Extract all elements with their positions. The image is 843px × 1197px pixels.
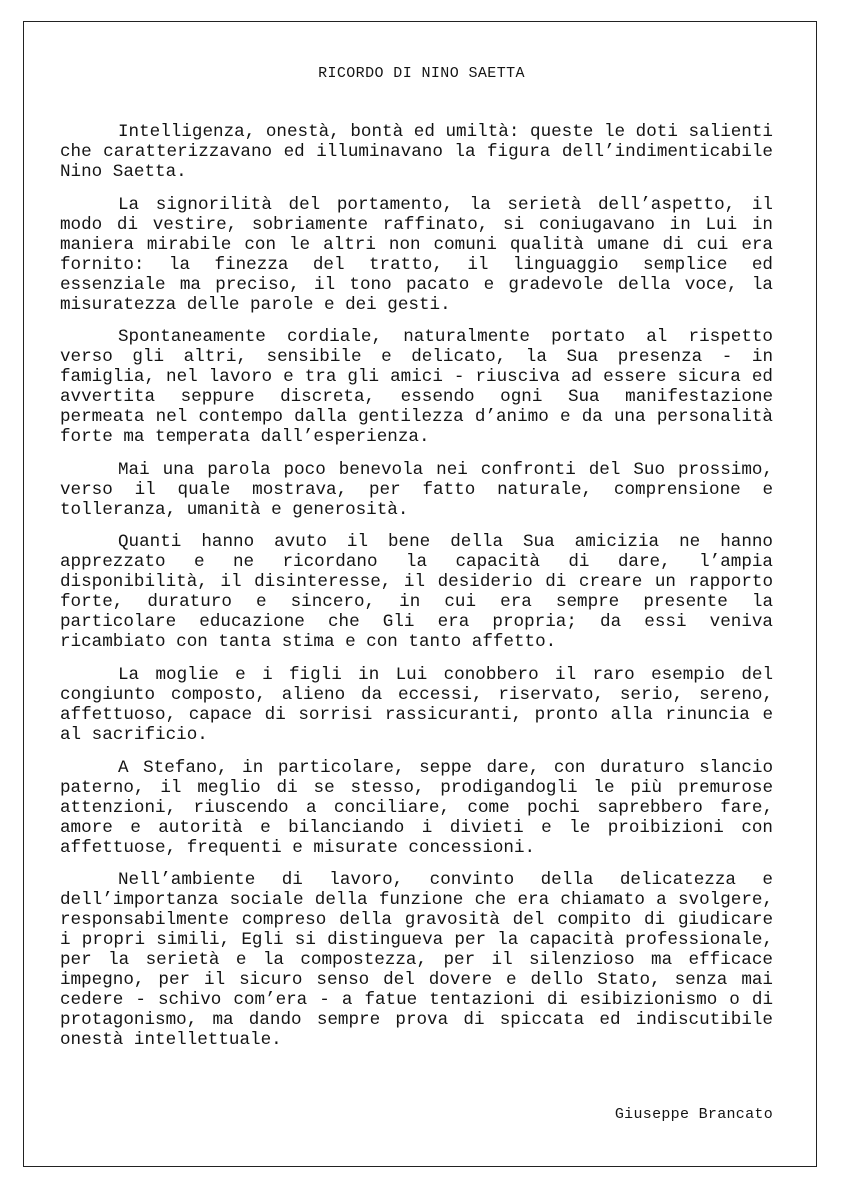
- paragraph: La moglie e i figli in Lui conobbero il raro esempio del congiunto composto, alieno da eccessi, riservato, serio, sereno, affettuoso, capace di sorrisi rassicuranti, pronto alla rinuncia e al sacrificio.: [60, 664, 773, 745]
- paragraph: La signorilità del portamento, la serietà dell’aspetto, il modo di vestire, sobriamente raffinato, si coniugavano in Lui in maniera mirabile con le altri non comuni qualità umane di cui era fornito: la finezza del tratto, il linguaggio semplice ed essenziale ma preciso, il tono pacato e gradevole della voce, la misuratezza delle parole e dei gesti.: [60, 194, 773, 315]
- signature: Giuseppe Brancato: [614, 1106, 773, 1123]
- paragraph: Spontaneamente cordiale, naturalmente portato al rispetto verso gli altri, sensibile e delicato, la Sua presenza - in famiglia, nel lavoro e tra gli amici - riusciva ad essere sicura ed avvertita seppure discreta, essendo ogni Sua manifestazione permeata nel contempo dalla gentilezza d’animo e da una personalità forte ma temperata dall’esperienza.: [60, 327, 773, 448]
- document-body: [60, 122, 773, 1063]
- document-title: RICORDO DI NINO SAETTA: [318, 65, 525, 82]
- paragraph: Nell’ambiente di lavoro, convinto della delicatezza e dell’importanza sociale della funzione che era chiamato a svolgere, responsabilmente compreso della gravosità del compito di giudicare i propri simili, Egli si distingueva per la capacità professionale, per la serietà e la compostezza, per il silenzioso ma efficace impegno, per il sicuro senso del dovere e dello Stato, senza mai cedere - schivo com’era - a fatue tentazioni di esibizionismo o di protagonismo, ma dando sempre prova di spiccata ed indiscutibile onestà intellettuale.: [60, 870, 773, 1051]
- paragraph: Quanti hanno avuto il bene della Sua amicizia ne hanno apprezzato e ne ricordano la capacità di dare, l’ampia disponibilità, il disinteresse, il desiderio di creare un rapporto forte, duraturo e sincero, in cui era sempre presente la particolare educazione che Gli era propria; da essi veniva ricambiato con tanta stima e con tanto affetto.: [60, 532, 773, 653]
- paragraph: Intelligenza, onestà, bontà ed umiltà: queste le doti salienti che caratterizzavano ed illuminavano la figura dell’indimenticabile Nino Saetta.: [60, 122, 773, 182]
- paragraph: A Stefano, in particolare, seppe dare, con duraturo slancio paterno, il meglio di se stesso, prodigandogli le più premurose attenzioni, riuscendo a conciliare, come pochi saprebbero fare, amore e autorità e bilanciando i divieti e le proibizioni con affettuose, frequenti e misurate concessioni.: [60, 757, 773, 858]
- paragraph: Mai una parola poco benevola nei confronti del Suo prossimo, verso il quale mostrava, per fatto naturale, comprensione e tolleranza, umanità e generosità.: [60, 459, 773, 520]
